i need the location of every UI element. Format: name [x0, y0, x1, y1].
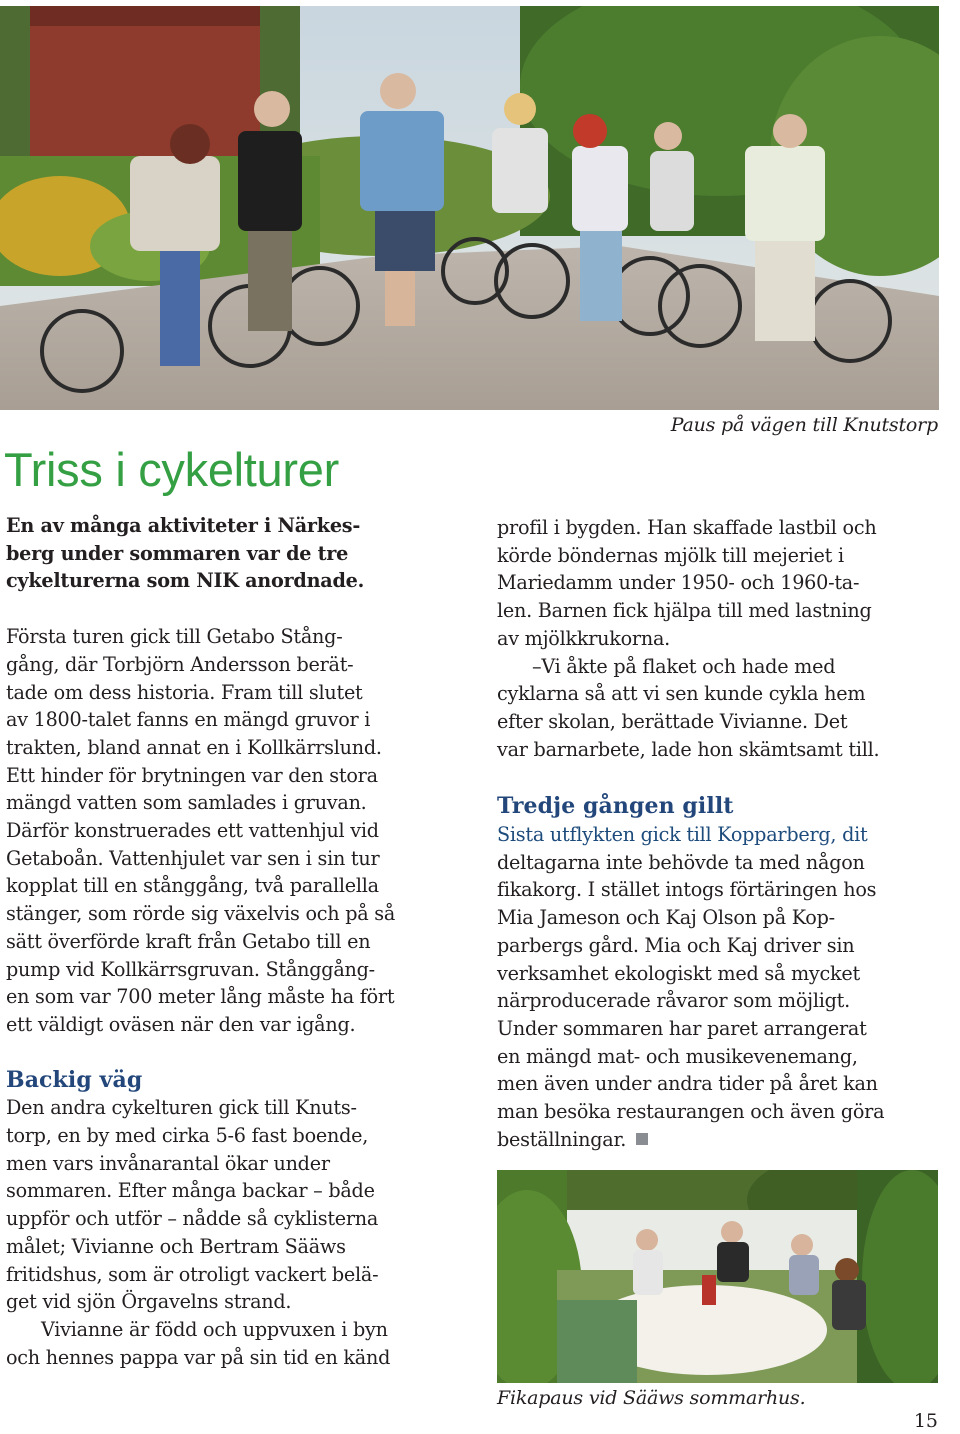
body-paragraph	[6, 1316, 456, 1371]
text-line: berg under sommaren var de tre	[6, 541, 349, 565]
text-line: Vivianne är född och uppvuxen i byn	[41, 1317, 388, 1341]
text-line	[497, 1126, 942, 1154]
text-line: Under sommaren har paret arrangerat	[497, 1016, 867, 1040]
text-line: efter skolan, berättade Vivianne. Det	[497, 709, 848, 733]
right-column	[497, 514, 942, 1153]
text-line: av mjölkkrukorna.	[497, 626, 670, 650]
text-line: stänger, som rörde sig växelvis och på så	[6, 902, 396, 926]
text-line: len. Barnen fick hjälpa till med lastning	[497, 599, 872, 623]
text-line: verksamhet ekologiskt med så mycket	[497, 961, 860, 985]
text-line: målet; Vivianne och Bertram Sääws	[6, 1234, 346, 1258]
lead-paragraph	[6, 512, 456, 595]
text-line: men vars invånarantal ökar under	[6, 1151, 330, 1175]
text-line: men även under andra tider på året kan	[497, 1072, 878, 1096]
text-line: närproducerade råvaror som möjligt.	[497, 989, 850, 1013]
text-line: gång, där Torbjörn Andersson berät-	[6, 652, 354, 676]
left-column	[6, 512, 456, 1371]
cyclists-photo	[0, 6, 939, 410]
text-line: profil i bygden. Han skaffade lastbil och	[497, 516, 877, 539]
text-line: torp, en by med cirka 5-6 fast boende,	[6, 1124, 369, 1148]
text-line: en mängd mat- och musikevenemang,	[497, 1044, 858, 1068]
text-line: körde böndernas mjölk till mejeriet i	[497, 543, 844, 567]
text-line: kopplat till en stånggång, två parallella	[6, 874, 379, 898]
body-paragraph	[497, 821, 942, 1153]
section-heading: Tredje gången gillt	[497, 793, 734, 820]
body-paragraph	[6, 1094, 456, 1316]
text-line: Ett hinder för brytningen var den stora	[6, 763, 378, 787]
text-line: Första turen gick till Getabo Stång-	[6, 625, 343, 649]
text-line: och hennes pappa var på sin tid en känd	[6, 1345, 391, 1369]
text-line: pump vid Kollkärrsgruvan. Stånggång-	[6, 957, 375, 981]
text-line: Getaboån. Vattenhjulet var sen i sin tur	[6, 846, 380, 870]
bottom-photo-caption: Fikapaus vid Sääws sommarhus.	[497, 1387, 806, 1409]
text-line: sommaren. Efter många backar – både	[6, 1179, 375, 1203]
body-paragraph	[497, 653, 942, 764]
body-paragraph	[6, 623, 456, 1039]
text-line: get vid sjön Örgavelns strand.	[6, 1290, 292, 1314]
text-line: mängd vatten som samlades i gruvan.	[6, 791, 367, 815]
text-line: fritidshus, som är otroligt vackert belä-	[6, 1262, 379, 1286]
text-line: man besöka restaurangen och även göra	[497, 1100, 885, 1124]
text-line: tade om dess historia. Fram till slutet	[6, 680, 363, 704]
text-line: sätt överförde kraft från Getabo till en	[6, 929, 371, 953]
text-line: Mia Jameson och Kaj Olson på Kop-	[497, 906, 835, 930]
body-paragraph	[497, 514, 942, 653]
text-line: uppför och utför – nådde så cyklisterna	[6, 1207, 379, 1231]
text-line: Därför konstruerades ett vattenhjul vid	[6, 819, 379, 843]
text-line: fikakorg. I stället intogs förtäringen hos	[497, 878, 877, 902]
top-photo-caption: Paus på vägen till Knutstorp	[670, 414, 938, 436]
text-line: av 1800-talet fanns en mängd gruvor i	[6, 708, 371, 732]
text-line: Sista utflykten gick till Kopparberg, dit	[497, 823, 868, 847]
section-heading: Backig väg	[6, 1066, 143, 1093]
text-line: trakten, bland annat en i Kollkärrslund.	[6, 735, 382, 759]
text-line: –Vi åkte på flaket och hade med	[532, 654, 836, 678]
text-line: cykelturerna som NIK anordnade.	[6, 569, 365, 593]
text-line: deltagarna inte behövde ta med någon	[497, 850, 865, 874]
text-line: cyklarna så att vi sen kunde cykla hem	[497, 682, 866, 706]
coffee-break-photo	[497, 1170, 938, 1383]
text-line: En av många aktiviteter i Närkes-	[6, 514, 361, 537]
text-line: en som var 700 meter lång måste ha fört	[6, 985, 395, 1009]
text-line: var barnarbete, lade hon skämtsamt till.	[497, 737, 880, 761]
page-number: 15	[913, 1410, 938, 1432]
text-span: beställningar.	[497, 1127, 627, 1151]
end-of-article-mark	[636, 1133, 648, 1145]
article-title: Triss i cykelturer	[4, 443, 339, 496]
text-line: parbergs gård. Mia och Kaj driver sin	[497, 933, 855, 957]
text-line: Den andra cykelturen gick till Knuts-	[6, 1096, 357, 1120]
text-line: Mariedamm under 1950- och 1960-ta-	[497, 571, 860, 595]
text-line: ett väldigt oväsen när den var igång.	[6, 1012, 356, 1036]
